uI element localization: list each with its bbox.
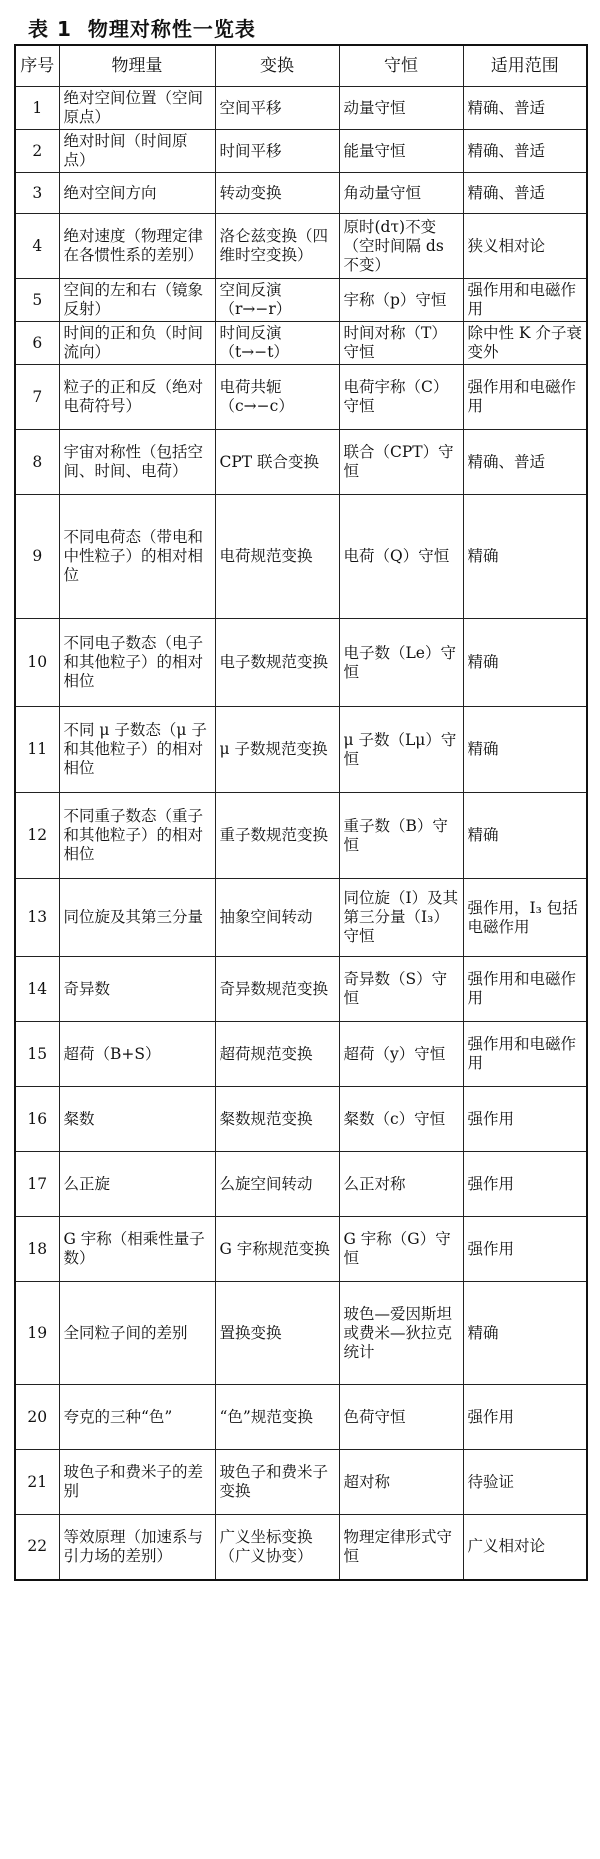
cell-index: 9: [15, 495, 59, 619]
header-conservation: 守恒: [339, 45, 463, 87]
cell-scope: 精确、普适: [463, 430, 587, 495]
cell-conservation: 色荷守恒: [339, 1385, 463, 1450]
cell-quantity: 宇宙对称性（包括空间、时间、电荷）: [59, 430, 215, 495]
cell-transformation: 抽象空间转动: [215, 879, 339, 957]
cell-quantity: 全同粒子间的差别: [59, 1282, 215, 1385]
cell-quantity: 不同电荷态（带电和中性粒子）的相对相位: [59, 495, 215, 619]
header-scope: 适用范围: [463, 45, 587, 87]
cell-index: 11: [15, 707, 59, 793]
cell-transformation: 奇异数规范变换: [215, 957, 339, 1022]
cell-quantity: G 宇称（相乘性量子数）: [59, 1217, 215, 1282]
cell-quantity: 粲数: [59, 1087, 215, 1152]
cell-transformation: 广义坐标变换（广义协变）: [215, 1515, 339, 1580]
table-number: 表 1: [28, 17, 72, 41]
cell-conservation: 物理定律形式守恒: [339, 1515, 463, 1580]
table-title: [28, 14, 586, 44]
cell-conservation: 电子数（Le）守恒: [339, 619, 463, 707]
table-row: [15, 173, 587, 214]
cell-conservation: 重子数（B）守恒: [339, 793, 463, 879]
cell-conservation: 动量守恒: [339, 87, 463, 130]
table-row: [15, 1217, 587, 1282]
cell-quantity: 不同电子数态（电子和其他粒子）的相对相位: [59, 619, 215, 707]
cell-index: 22: [15, 1515, 59, 1580]
table-row: [15, 1450, 587, 1515]
cell-conservation: G 宇称（G）守恒: [339, 1217, 463, 1282]
cell-index: 21: [15, 1450, 59, 1515]
cell-conservation: 超对称: [339, 1450, 463, 1515]
cell-conservation: 玻色—爱因斯坦或费米—狄拉克统计: [339, 1282, 463, 1385]
cell-transformation: CPT 联合变换: [215, 430, 339, 495]
cell-conservation: 奇异数（S）守恒: [339, 957, 463, 1022]
cell-quantity: 么正旋: [59, 1152, 215, 1217]
table-row: [15, 1152, 587, 1217]
table-row: [15, 279, 587, 322]
cell-index: 18: [15, 1217, 59, 1282]
table-row: [15, 1087, 587, 1152]
cell-transformation: 电子数规范变换: [215, 619, 339, 707]
cell-index: 8: [15, 430, 59, 495]
cell-scope: 强作用和电磁作用: [463, 365, 587, 430]
cell-quantity: 绝对空间位置（空间原点）: [59, 87, 215, 130]
cell-transformation: 时间平移: [215, 130, 339, 173]
cell-quantity: 超荷（B+S）: [59, 1022, 215, 1087]
table-row: [15, 619, 587, 707]
cell-scope: 狭义相对论: [463, 214, 587, 279]
cell-transformation: 粲数规范变换: [215, 1087, 339, 1152]
cell-conservation: 么正对称: [339, 1152, 463, 1217]
cell-index: 2: [15, 130, 59, 173]
cell-index: 4: [15, 214, 59, 279]
cell-index: 17: [15, 1152, 59, 1217]
cell-index: 5: [15, 279, 59, 322]
cell-scope: 精确、普适: [463, 130, 587, 173]
header-transformation: 变换: [215, 45, 339, 87]
table-body: [15, 87, 587, 1580]
cell-conservation: 时间对称（T）守恒: [339, 322, 463, 365]
table-row: [15, 214, 587, 279]
cell-scope: 强作用和电磁作用: [463, 957, 587, 1022]
cell-index: 10: [15, 619, 59, 707]
cell-scope: 强作用和电磁作用: [463, 279, 587, 322]
cell-index: 1: [15, 87, 59, 130]
cell-index: 6: [15, 322, 59, 365]
cell-index: 20: [15, 1385, 59, 1450]
cell-scope: 除中性 K 介子衰变外: [463, 322, 587, 365]
cell-scope: 强作用和电磁作用: [463, 1022, 587, 1087]
table-row: [15, 87, 587, 130]
table-row: [15, 879, 587, 957]
cell-transformation: 玻色子和费米子变换: [215, 1450, 339, 1515]
table-row: [15, 1282, 587, 1385]
cell-scope: 精确: [463, 793, 587, 879]
cell-transformation: 超荷规范变换: [215, 1022, 339, 1087]
table-row: [15, 495, 587, 619]
cell-scope: 精确: [463, 1282, 587, 1385]
cell-index: 15: [15, 1022, 59, 1087]
cell-quantity: 时间的正和负（时间流向）: [59, 322, 215, 365]
cell-transformation: 时间反演（t→−t）: [215, 322, 339, 365]
cell-scope: 精确、普适: [463, 87, 587, 130]
cell-quantity: 不同 μ 子数态（μ 子和其他粒子）的相对相位: [59, 707, 215, 793]
table-row: [15, 957, 587, 1022]
table-row: [15, 707, 587, 793]
cell-quantity: 绝对空间方向: [59, 173, 215, 214]
cell-transformation: 转动变换: [215, 173, 339, 214]
cell-quantity: 粒子的正和反（绝对电荷符号）: [59, 365, 215, 430]
table-row: [15, 1515, 587, 1580]
cell-quantity: 绝对时间（时间原点）: [59, 130, 215, 173]
cell-quantity: 夸克的三种“色”: [59, 1385, 215, 1450]
cell-transformation: 电荷共轭（c→−c）: [215, 365, 339, 430]
cell-quantity: 玻色子和费米子的差别: [59, 1450, 215, 1515]
table-row: [15, 430, 587, 495]
table-row: [15, 365, 587, 430]
cell-conservation: 电荷（Q）守恒: [339, 495, 463, 619]
cell-scope: 强作用: [463, 1385, 587, 1450]
table-row: [15, 322, 587, 365]
cell-conservation: 原时(dτ)不变（空时间隔 ds 不变）: [339, 214, 463, 279]
cell-scope: 强作用: [463, 1087, 587, 1152]
table-row: [15, 1385, 587, 1450]
cell-quantity: 等效原理（加速系与引力场的差别）: [59, 1515, 215, 1580]
header-index: 序号: [15, 45, 59, 87]
cell-scope: 强作用，I₃ 包括电磁作用: [463, 879, 587, 957]
cell-index: 19: [15, 1282, 59, 1385]
cell-transformation: G 宇称规范变换: [215, 1217, 339, 1282]
cell-scope: 待验证: [463, 1450, 587, 1515]
cell-conservation: μ 子数（Lμ）守恒: [339, 707, 463, 793]
cell-transformation: “色”规范变换: [215, 1385, 339, 1450]
cell-scope: 精确: [463, 619, 587, 707]
cell-scope: 精确、普适: [463, 173, 587, 214]
cell-index: 3: [15, 173, 59, 214]
cell-quantity: 空间的左和右（镜象反射）: [59, 279, 215, 322]
cell-conservation: 同位旋（I）及其第三分量（I₃）守恒: [339, 879, 463, 957]
cell-scope: 广义相对论: [463, 1515, 587, 1580]
cell-transformation: 电荷规范变换: [215, 495, 339, 619]
cell-conservation: 超荷（y）守恒: [339, 1022, 463, 1087]
header-row: [15, 45, 587, 87]
cell-transformation: 空间平移: [215, 87, 339, 130]
cell-scope: 精确: [463, 707, 587, 793]
cell-transformation: 么旋空间转动: [215, 1152, 339, 1217]
cell-conservation: 联合（CPT）守恒: [339, 430, 463, 495]
cell-index: 12: [15, 793, 59, 879]
cell-scope: 强作用: [463, 1152, 587, 1217]
cell-conservation: 粲数（c）守恒: [339, 1087, 463, 1152]
table-row: [15, 130, 587, 173]
cell-transformation: 置换变换: [215, 1282, 339, 1385]
cell-scope: 精确: [463, 495, 587, 619]
cell-quantity: 绝对速度（物理定律在各惯性系的差别）: [59, 214, 215, 279]
header-quantity: 物理量: [59, 45, 215, 87]
cell-transformation: μ 子数规范变换: [215, 707, 339, 793]
cell-transformation: 重子数规范变换: [215, 793, 339, 879]
table-title-text: 物理对称性一览表: [87, 17, 256, 41]
cell-conservation: 宇称（p）守恒: [339, 279, 463, 322]
table-row: [15, 793, 587, 879]
cell-conservation: 能量守恒: [339, 130, 463, 173]
cell-transformation: 空间反演（r→−r）: [215, 279, 339, 322]
cell-conservation: 电荷宇称（C）守恒: [339, 365, 463, 430]
cell-quantity: 同位旋及其第三分量: [59, 879, 215, 957]
cell-index: 16: [15, 1087, 59, 1152]
cell-transformation: 洛仑兹变换（四维时空变换）: [215, 214, 339, 279]
cell-index: 13: [15, 879, 59, 957]
cell-index: 7: [15, 365, 59, 430]
symmetry-table: [14, 44, 588, 1581]
cell-scope: 强作用: [463, 1217, 587, 1282]
cell-quantity: 不同重子数态（重子和其他粒子）的相对相位: [59, 793, 215, 879]
cell-quantity: 奇异数: [59, 957, 215, 1022]
cell-index: 14: [15, 957, 59, 1022]
cell-conservation: 角动量守恒: [339, 173, 463, 214]
table-row: [15, 1022, 587, 1087]
